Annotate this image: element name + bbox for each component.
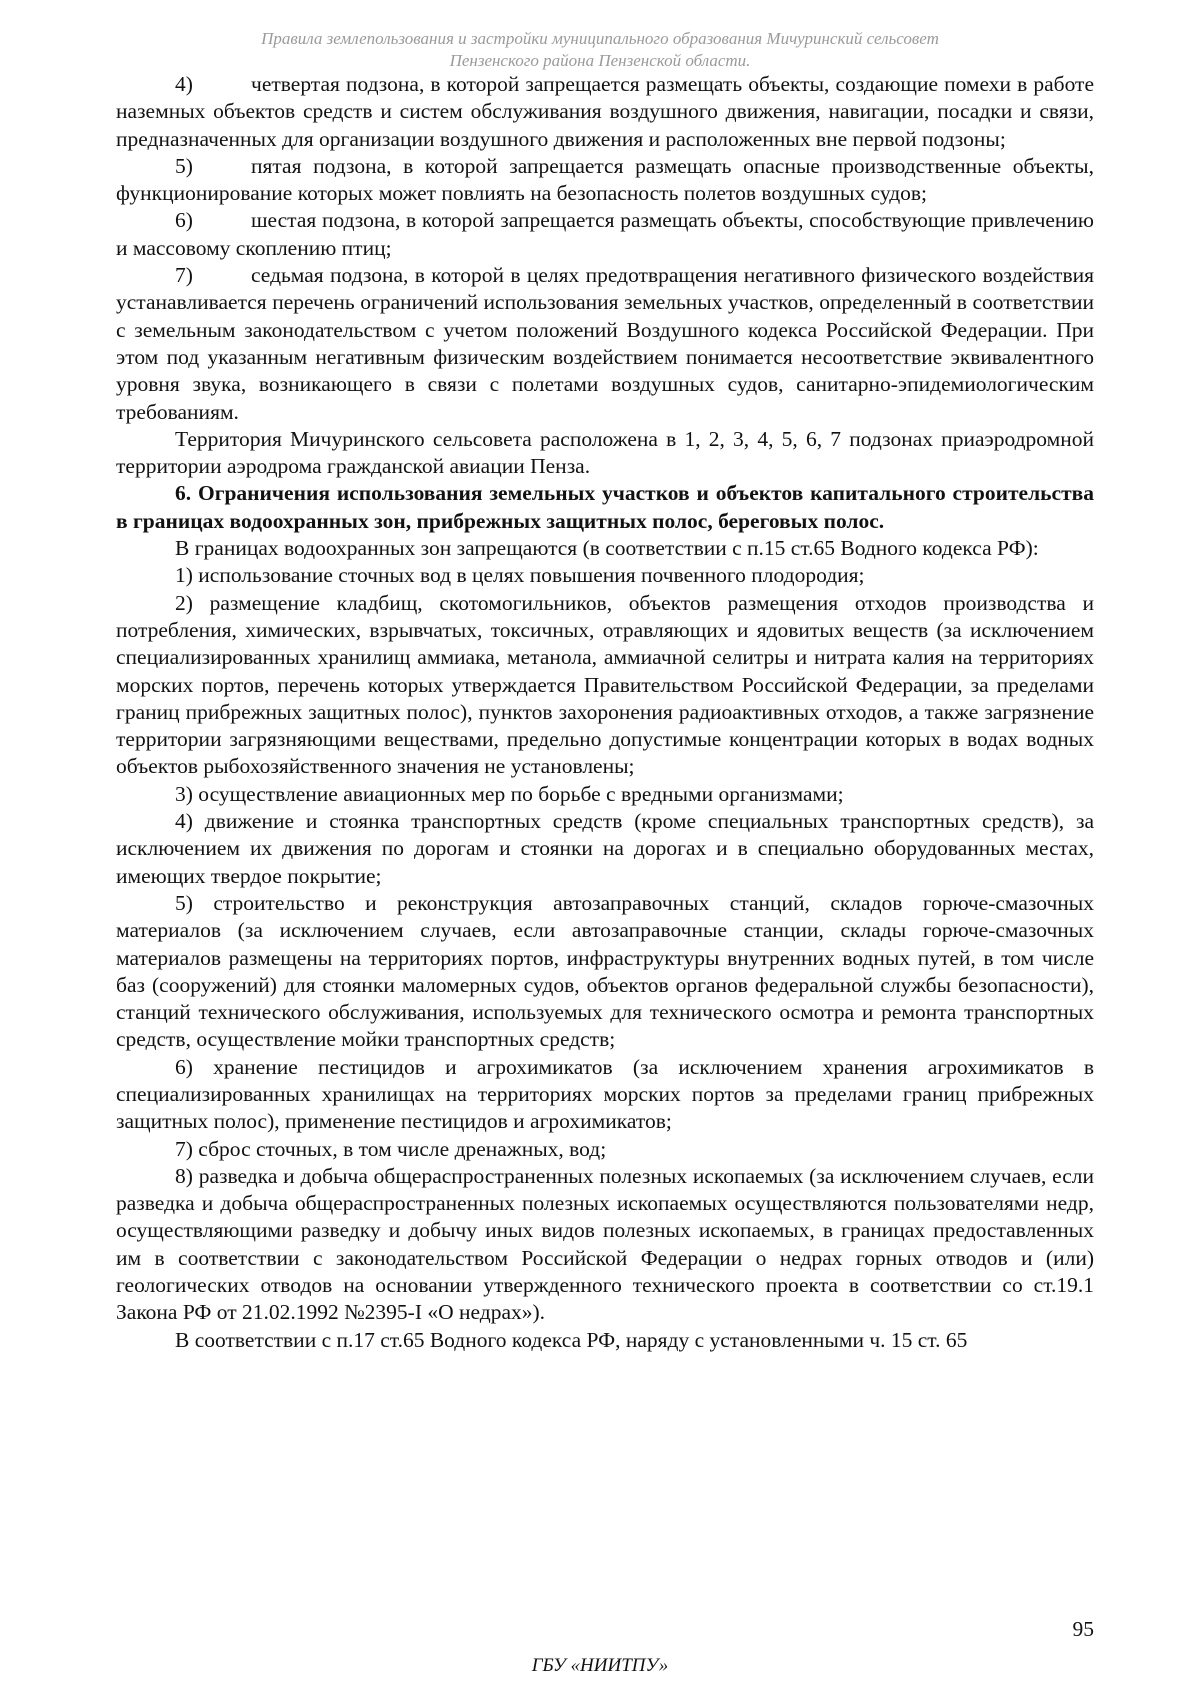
prohibition-item-2: 2) размещение кладбищ, скотомогильников, объектов размещения отходов производства и потребления, химических, взрывчатых, токсичных, отравляющих и ядовитых веществ (за исключением специализированных хранилищ аммиака, метанола, аммиачной селитры и нитрата калия на территориях морских портов, перечень которых утверждается Правительством Российской Федерации, за пределами границ прибрежных защитных полос), пунктов захоронения радиоактивных отходов, а также загрязнение территории загрязняющими веществами, предельно допустимые концентрации которых в водах водных объектов рыбохозяйственного значения не установлены;	[116, 590, 1094, 779]
item-number: 6)	[175, 208, 193, 233]
item-number: 7)	[175, 263, 193, 288]
running-header	[120, 28, 1080, 72]
prohibition-item-7: 7) сброс сточных, в том числе дренажных, вод;	[175, 1136, 607, 1161]
item-text: шестая подзона, в которой запрещается размещать объекты, способствующие привлечению и массовому скоплению птиц;	[116, 208, 1094, 260]
running-header-line-2: Пензенского района Пензенской области.	[449, 51, 751, 70]
item-text: седьмая подзона, в которой в целях предотвращения негативного физического воздействия устанавливается перечень ограничений использования земельных участков, определенный в соответствии с земельным законодательством с учетом положений Воздушного кодекса Российской Федерации. При этом под указанным негативным физическим воздействием понимается несоответствие эквивалентного уровня звука, возникающего в связи с полетами воздушных судов, санитарно-эпидемиологическим требованиям.	[116, 263, 1094, 424]
intro-paragraph: В границах водоохранных зон запрещаются (в соответствии с п.15 ст.65 Водного кодекса РФ):	[175, 536, 1039, 561]
section-heading: 6. Ограничения использования земельных участков и объектов капитального строительства в границах водоохранных зон, прибрежных защитных полос, береговых полос.	[116, 481, 1094, 533]
item-text: пятая подзона, в которой запрещается размещать опасные производственные объекты, функционирование которых может повлиять на безопасность полетов воздушных судов;	[116, 153, 1094, 206]
territory-paragraph: Территория Мичуринского сельсовета расположена в 1, 2, 3, 4, 5, 6, 7 подзонах приаэродромной территории аэродрома гражданской авиации Пенза.	[116, 426, 1094, 479]
prohibition-item-4: 4) движение и стоянка транспортных средств (кроме специальных транспортных средств), за исключением их движения по дорогам и стоянки на дорогах и в специально оборудованных местах, имеющих твердое покрытие;	[116, 809, 1094, 888]
subzone-item-7	[116, 262, 1094, 426]
closing-paragraph: В соответствии с п.17 ст.65 Водного кодекса РФ, наряду с установленными ч. 15 ст. 65	[175, 1327, 968, 1352]
item-number: 4)	[175, 72, 193, 96]
prohibition-item-8: 8) разведка и добыча общераспространенных полезных ископаемых (за исключением случаев, если разведка и добыча общераспространенных полезных ископаемых осуществляются пользователями недр, осуществляющими разведку и добычу иных видов полезных ископаемых, в границах предоставленных им в соответствии с законодательством Российской Федерации о недрах горных отводов и (или) геологических отводов на основании утвержденного технического проекта в соответствии со ст.19.1 Закона РФ от 21.02.1992 №2395-I «О недрах»).	[116, 1163, 1094, 1325]
subzone-item-4	[116, 71, 1094, 153]
document-body	[116, 71, 1094, 1354]
prohibition-item-1: 1) использование сточных вод в целях повышения почвенного плодородия;	[175, 563, 865, 588]
prohibition-item-6: 6) хранение пестицидов и агрохимикатов (за исключением хранения агрохимикатов в специализированных хранилищах на территориях морских портов за пределами границ прибрежных защитных полос), применение пестицидов и агрохимикатов;	[116, 1054, 1094, 1134]
running-footer: ГБУ «НИИТПУ»	[531, 1655, 669, 1676]
page-number: 95	[1072, 1617, 1094, 1641]
item-text: четвертая подзона, в которой запрещается размещать объекты, создающие помехи в работе наземных объектов средств и систем обслуживания воздушного движения, навигации, посадки и связи, предназначенных для организации воздушного движения и расположенных вне первой подзоны;	[116, 72, 1094, 151]
prohibition-item-5: 5) строительство и реконструкция автозаправочных станций, складов горюче-смазочных материалов (за исключением случаев, если автозаправочные станции, склады горюче-смазочных материалов размещены на территориях портов, инфраструктуры внутренних водных путей, в том числе баз (сооружений) для стоянки маломерных судов, объектов органов федеральной службы безопасности), станций технического обслуживания, используемых для технического осмотра и ремонта транспортных средств, осуществление мойки транспортных средств;	[116, 890, 1094, 1052]
prohibition-item-3: 3) осуществление авиационных мер по борьбе с вредными организмами;	[175, 781, 844, 806]
subzone-item-6	[116, 207, 1094, 262]
running-header-line-1: Правила землепользования и застройки муниципального образования Мичуринский сельсовет	[261, 29, 939, 48]
subzone-item-5	[116, 153, 1094, 208]
item-number: 5)	[175, 153, 193, 178]
